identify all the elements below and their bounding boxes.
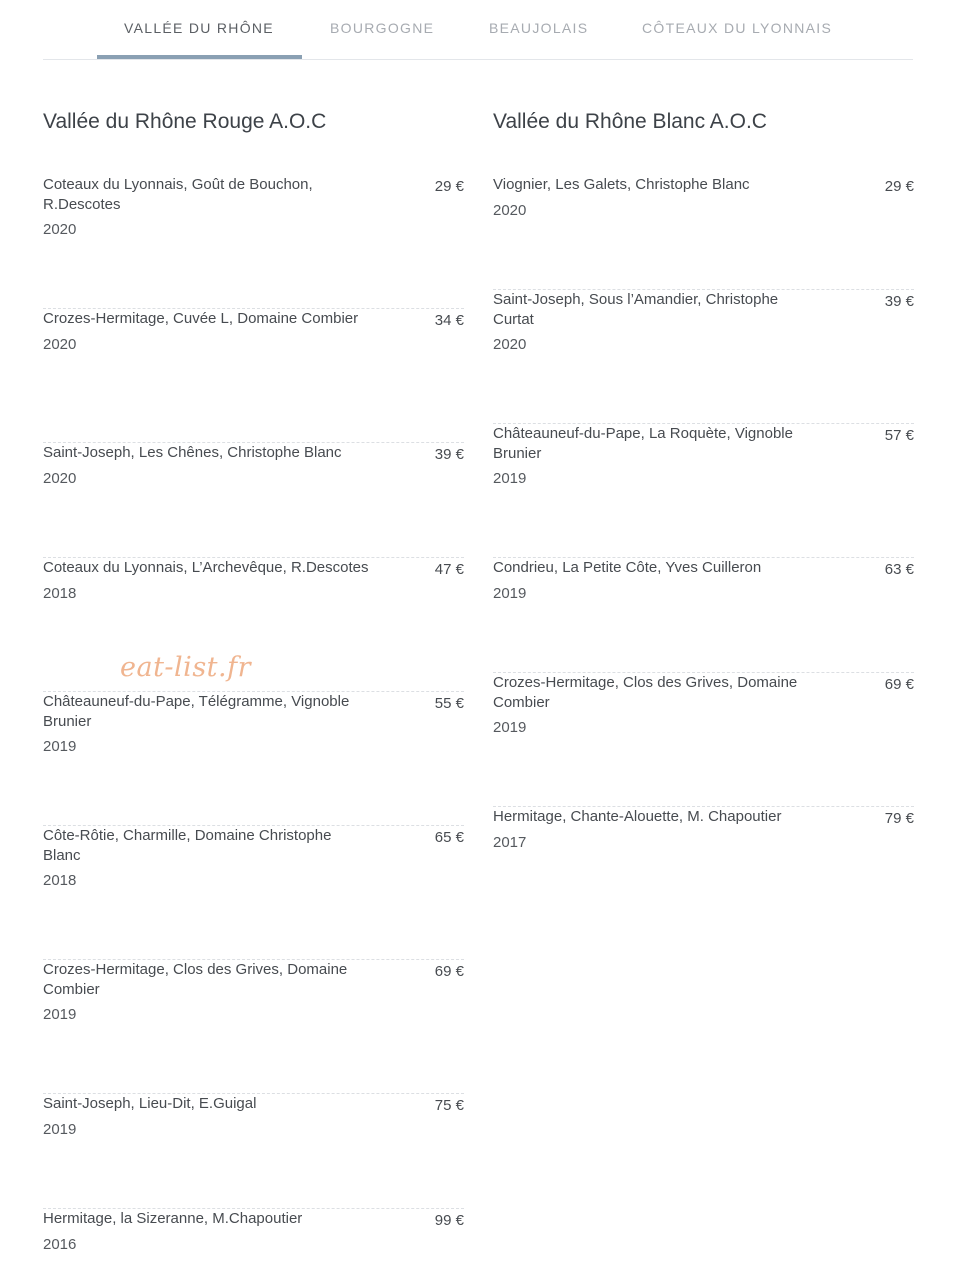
blanc-section: [493, 108, 914, 879]
wine-price: 39 €: [884, 293, 914, 310]
wine-year: 2016: [43, 1235, 77, 1253]
wine-price: 63 €: [884, 561, 914, 578]
region-tabs: [43, 0, 913, 60]
wine-price: 55 €: [434, 695, 464, 712]
wine-price: 75 €: [434, 1097, 464, 1114]
list-item: [493, 673, 914, 807]
tab-coteaux-du-lyonnais[interactable]: CÔTEAUX DU LYONNAIS: [642, 20, 833, 36]
wine-year: 2019: [493, 584, 527, 602]
blanc-wine-list: [493, 175, 914, 879]
rouge-section-title: Vallée du Rhône Rouge A.O.C: [43, 110, 327, 133]
wine-year: 2018: [43, 584, 77, 602]
wine-name: Saint-Joseph, Les Chênes, Christophe Blanc: [43, 444, 342, 461]
watermark-logo: eat-list.fr: [120, 652, 252, 683]
wine-price: 99 €: [434, 1212, 464, 1229]
wine-name: Châteauneuf-du-Pape, La Roquète, Vignoble Brunier: [493, 425, 793, 462]
list-item: [43, 960, 464, 1094]
list-item: [43, 826, 464, 960]
wine-name: Châteauneuf-du-Pape, Télégramme, Vignoble Brunier: [43, 693, 350, 730]
wine-name: Saint-Joseph, Lieu-Dit, E.Guigal: [43, 1095, 257, 1112]
list-item: [493, 424, 914, 558]
wine-name: Crozes-Hermitage, Clos des Grives, Domaine Combier: [43, 961, 348, 998]
wine-year: 2019: [43, 1120, 77, 1138]
wine-year: 2020: [493, 201, 527, 219]
list-item: [43, 443, 464, 558]
wine-price: 57 €: [884, 427, 914, 444]
wine-price: 65 €: [434, 829, 464, 846]
tab-vallee-du-rhone[interactable]: VALLÉE DU RHÔNE: [124, 20, 274, 36]
wine-year: 2019: [43, 1006, 77, 1023]
wine-year: 2020: [43, 335, 77, 353]
wine-name: Coteaux du Lyonnais, Goût de Bouchon, R.Descotes: [43, 176, 313, 213]
wine-name: Crozes-Hermitage, Clos des Grives, Domaine Combier: [493, 674, 798, 711]
wine-name: Crozes-Hermitage, Cuvée L, Domaine Combier: [43, 310, 359, 327]
wine-price: 69 €: [434, 963, 464, 980]
wine-name: Coteaux du Lyonnais, L’Archevêque, R.Descotes: [43, 559, 369, 576]
wine-price: 34 €: [434, 312, 464, 329]
blanc-section-title: Vallée du Rhône Blanc A.O.C: [493, 110, 767, 133]
wine-name: Hermitage, la Sizeranne, M.Chapoutier: [43, 1210, 303, 1227]
list-item: [43, 692, 464, 826]
rouge-section: [43, 108, 464, 1268]
wine-year: 2017: [493, 833, 527, 851]
active-tab-indicator: [97, 55, 302, 59]
list-item: [43, 175, 464, 309]
list-item: [43, 1209, 464, 1268]
wine-year: 2018: [43, 872, 77, 889]
tab-bourgogne[interactable]: BOURGOGNE: [330, 20, 435, 36]
wine-year: 2020: [493, 336, 527, 353]
wine-price: 29 €: [434, 178, 464, 195]
wine-year: 2020: [43, 221, 77, 238]
list-item: [43, 1094, 464, 1209]
wine-price: 47 €: [434, 561, 464, 578]
wine-price: 29 €: [884, 178, 914, 195]
wine-year: 2020: [43, 469, 77, 487]
wine-price: 79 €: [884, 810, 914, 827]
wine-name: Hermitage, Chante-Alouette, M. Chapoutier: [493, 808, 782, 825]
wine-name: Saint-Joseph, Sous l’Amandier, Christophe Curtat: [493, 291, 779, 328]
wine-year: 2019: [493, 719, 527, 736]
wine-price: 39 €: [434, 446, 464, 463]
wine-name: Condrieu, La Petite Côte, Yves Cuilleron: [493, 559, 762, 576]
list-item: [43, 309, 464, 443]
wine-name: Viognier, Les Galets, Christophe Blanc: [493, 176, 750, 193]
list-item: [493, 175, 914, 290]
list-item: [43, 558, 464, 692]
wine-year: 2019: [43, 738, 77, 755]
tab-beaujolais[interactable]: BEAUJOLAIS: [489, 20, 589, 36]
rouge-wine-list: [43, 175, 464, 1268]
list-item: [493, 807, 914, 879]
wine-name: Côte-Rôtie, Charmille, Domaine Christophe Blanc: [43, 827, 332, 864]
list-item: [493, 290, 914, 424]
list-item: [493, 558, 914, 673]
wine-price: 69 €: [884, 676, 914, 693]
wine-year: 2019: [493, 470, 527, 487]
